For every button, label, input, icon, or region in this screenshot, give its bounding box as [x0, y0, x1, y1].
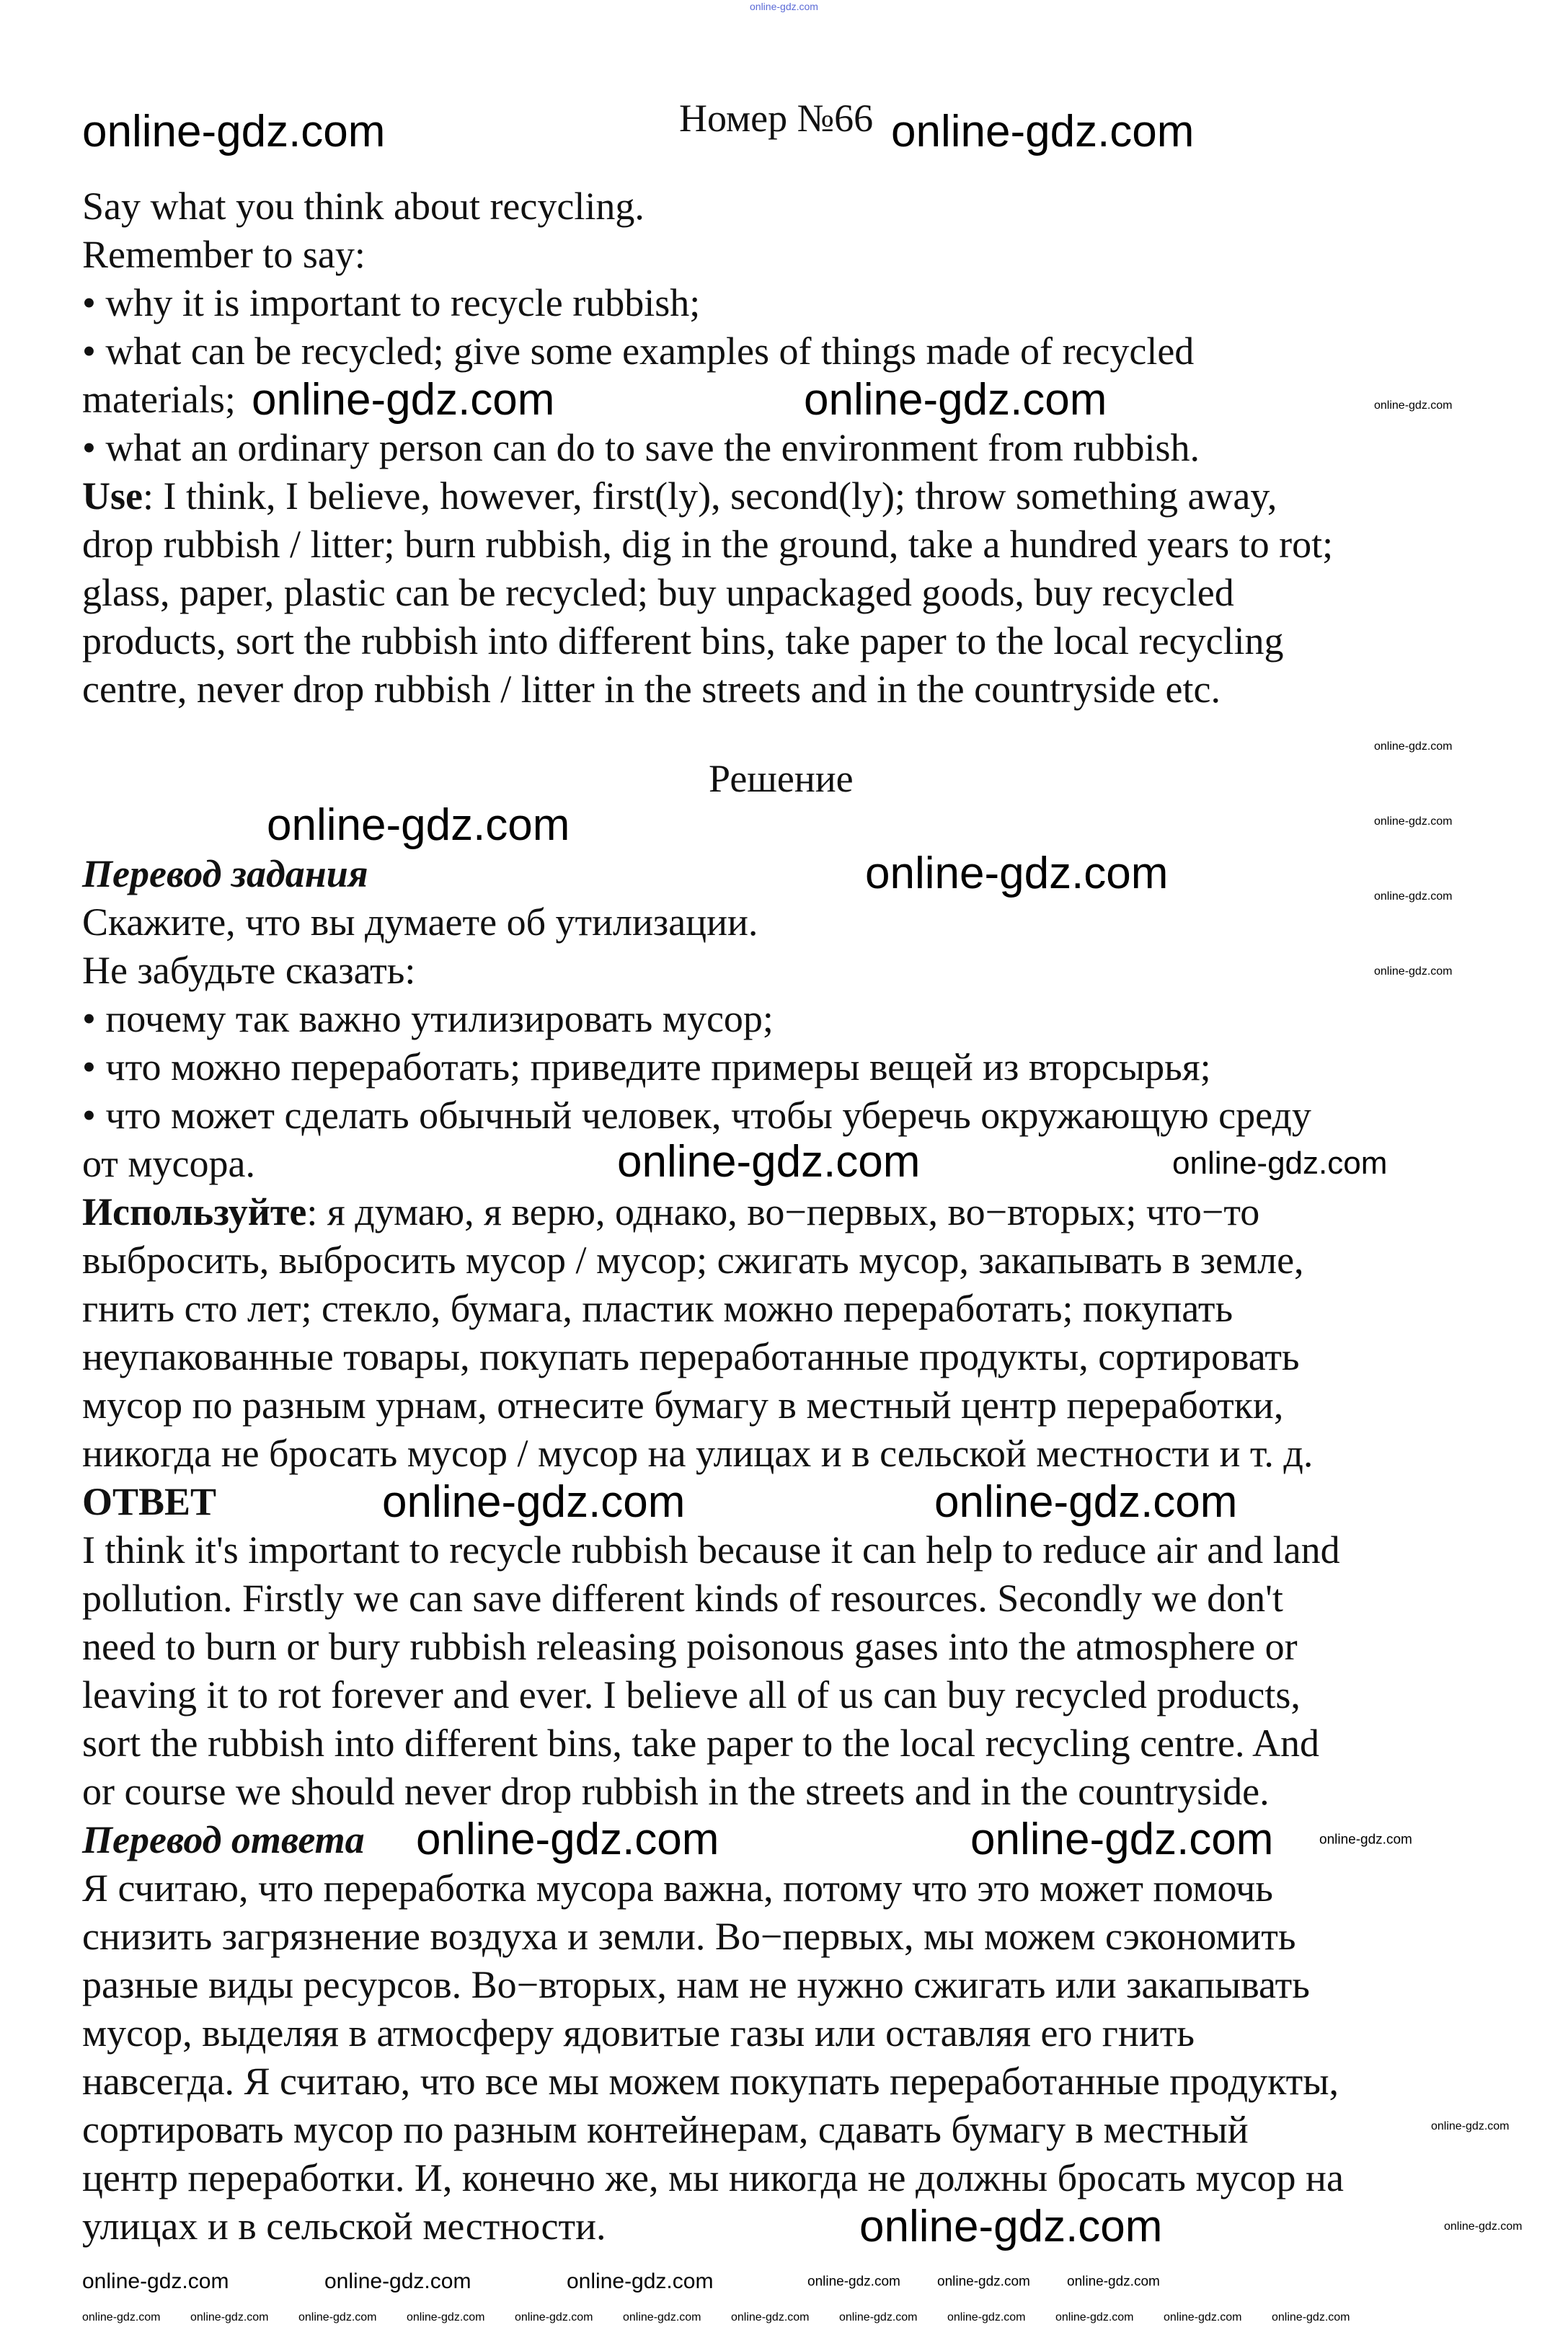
line-text: leaving it to rot forever and ever. I believe all of us can buy recycled products,: [82, 1673, 1301, 1716]
watermark: online-gdz.com: [865, 849, 1169, 898]
watermark: online-gdz.com: [1374, 399, 1453, 412]
text-line: [82, 424, 1333, 472]
text-line: [82, 1430, 1344, 1478]
line-text: Скажите, что вы думаете об утилизации.: [82, 900, 758, 944]
line-text: улицах и в сельской местности.: [82, 2205, 606, 2248]
text-line: [82, 1671, 1344, 1719]
watermark: online-gdz.com: [1374, 965, 1453, 978]
text-line: [82, 1768, 1344, 1816]
line-text: • what an ordinary person can do to save the environment from rubbish.: [82, 426, 1200, 469]
line-text: Перевод задания: [82, 852, 368, 895]
solution-heading: Решение: [709, 757, 854, 800]
text-line: [82, 1285, 1344, 1333]
text-line: [82, 617, 1333, 665]
watermark: online-gdz.com: [1319, 1832, 1412, 1848]
watermark: online-gdz.com: [1444, 2220, 1523, 2233]
text-line: [82, 1719, 1344, 1768]
text-line: [82, 898, 1344, 947]
text-line: [82, 1381, 1344, 1430]
line-text: Я считаю, что переработка мусора важна, потому что это может помочь: [82, 1866, 1273, 1910]
line-text: сортировать мусор по разным контейнерам, сдавать бумагу в местный: [82, 2108, 1249, 2151]
line-text: glass, paper, plastic can be recycled; buy unpackaged goods, buy recycled: [82, 571, 1234, 614]
line-text: • почему так важно утилизировать мусор;: [82, 997, 774, 1040]
line-text: or course we should never drop rubbish in the streets and in the countryside.: [82, 1770, 1270, 1813]
watermark: online-gdz.com: [891, 107, 1195, 156]
text-line: [82, 1864, 1344, 1913]
watermark: online-gdz.com: [382, 1477, 686, 1527]
line-text: • why it is important to recycle rubbish;: [82, 281, 701, 324]
watermark: online-gdz.com: [1374, 890, 1453, 903]
bold-label: Use: [82, 474, 143, 518]
watermark: online-gdz.com: [804, 375, 1107, 425]
watermark: online-gdz.com: [298, 2311, 377, 2323]
line-text: need to burn or bury rubbish releasing poisonous gases into the atmosphere or: [82, 1625, 1298, 1668]
text-line: [82, 327, 1333, 376]
text-line: [82, 1091, 1344, 1140]
watermark: online-gdz.com: [947, 2311, 1026, 2323]
text-line: [82, 2106, 1344, 2154]
line-text: никогда не бросать мусор / мусор на улицах и в сельской местности и т. д.: [82, 1432, 1314, 1475]
line-text: снизить загрязнение воздуха и земли. Во−первых, мы можем сэкономить: [82, 1915, 1296, 1958]
watermark: online-gdz.com: [1374, 740, 1453, 753]
watermark: online-gdz.com: [407, 2311, 485, 2323]
line-text: products, sort the rubbish into different bins, take paper to the local recycling: [82, 619, 1284, 663]
text-line: [82, 1188, 1344, 1236]
text-line: [82, 569, 1333, 617]
watermark: online-gdz.com: [252, 375, 555, 425]
line-text: навсегда. Я считаю, что все мы можем покупать переработанные продукты,: [82, 2060, 1339, 2103]
text-line: [82, 279, 1333, 327]
line-text: ОТВЕТ: [82, 1480, 217, 1523]
line-text: pollution. Firstly we can save different kinds of resources. Secondly we don't: [82, 1577, 1283, 1620]
watermark: online-gdz.com: [970, 1815, 1274, 1864]
text-line: [82, 1574, 1344, 1623]
watermark: online-gdz.com: [859, 2202, 1163, 2251]
watermark: online-gdz.com: [731, 2311, 810, 2323]
watermark: online-gdz.com: [1164, 2311, 1242, 2323]
text-line: [82, 995, 1344, 1043]
watermark: online-gdz.com: [750, 1, 818, 12]
watermark: online-gdz.com: [1172, 1146, 1388, 1181]
line-text: от мусора.: [82, 1142, 255, 1185]
text-line: [82, 1236, 1344, 1285]
line-text: sort the rubbish into different bins, take paper to the local recycling centre. And: [82, 1722, 1319, 1765]
text-line: [82, 231, 1333, 279]
text-line: [82, 665, 1333, 714]
watermark: online-gdz.com: [934, 1477, 1238, 1527]
watermark: online-gdz.com: [82, 2269, 229, 2293]
watermark: online-gdz.com: [1067, 2274, 1160, 2290]
watermark: online-gdz.com: [267, 800, 570, 850]
watermark: online-gdz.com: [515, 2311, 593, 2323]
text-line: [82, 1961, 1344, 2009]
line-text: : я думаю, я верю, однако, во−первых, во−вторых; что−то: [306, 1190, 1260, 1233]
watermark: online-gdz.com: [839, 2311, 918, 2323]
watermark: online-gdz.com: [1055, 2311, 1134, 2323]
text-line: [82, 2154, 1344, 2202]
text-line: [82, 947, 1344, 995]
line-text: разные виды ресурсов. Во−вторых, нам не нужно сжигать или закапывать: [82, 1963, 1310, 2006]
bold-label: Используйте: [82, 1190, 307, 1233]
watermark: online-gdz.com: [567, 2269, 714, 2293]
line-text: Не забудьте сказать:: [82, 949, 416, 992]
watermark: online-gdz.com: [937, 2274, 1030, 2290]
task-text: [82, 182, 1333, 714]
line-text: гнить сто лет; стекло, бумага, пластик можно переработать; покупать: [82, 1287, 1233, 1330]
text-line: [82, 1913, 1344, 1961]
watermark: online-gdz.com: [807, 2274, 900, 2290]
watermark: online-gdz.com: [324, 2269, 471, 2293]
text-line: [82, 2009, 1344, 2057]
solution-text: [82, 850, 1344, 2251]
line-text: • что можно переработать; приведите примеры вещей из вторсырья;: [82, 1045, 1211, 1089]
text-line: [82, 2057, 1344, 2106]
page-title: Номер №66: [679, 97, 874, 140]
line-text: неупакованные товары, покупать переработанные продукты, сортировать: [82, 1335, 1300, 1378]
line-text: мусор по разным урнам, отнесите бумагу в местный центр переработки,: [82, 1383, 1284, 1427]
watermark: online-gdz.com: [190, 2311, 269, 2323]
line-text: Remember to say:: [82, 233, 366, 276]
line-text: drop rubbish / litter; burn rubbish, dig in the ground, take a hundred years to rot;: [82, 523, 1334, 566]
watermark: online-gdz.com: [1431, 2120, 1510, 2132]
text-line: [82, 182, 1333, 231]
line-text: мусор, выделяя в атмосферу ядовитые газы или оставляя его гнить: [82, 2011, 1195, 2055]
text-line: [82, 1526, 1344, 1574]
text-line: [82, 520, 1333, 569]
line-text: • what can be recycled; give some examples of things made of recycled: [82, 329, 1195, 373]
line-text: I think it's important to recycle rubbish because it can help to reduce air and land: [82, 1528, 1340, 1572]
line-text: Say what you think about recycling.: [82, 185, 645, 228]
watermark: online-gdz.com: [416, 1815, 719, 1864]
watermark: online-gdz.com: [617, 1137, 921, 1187]
text-line: [82, 1623, 1344, 1671]
watermark: online-gdz.com: [82, 2311, 161, 2323]
line-text: : I think, I believe, however, first(ly), second(ly); throw something away,: [142, 474, 1277, 518]
line-text: • что может сделать обычный человек, чтобы уберечь окружающую среду: [82, 1094, 1311, 1137]
line-text: materials;: [82, 378, 236, 421]
line-text: Перевод ответа: [82, 1818, 365, 1861]
text-line: [82, 472, 1333, 520]
watermark: online-gdz.com: [623, 2311, 701, 2323]
line-text: выбросить, выбросить мусор / мусор; сжигать мусор, закапывать в земле,: [82, 1239, 1304, 1282]
watermark: online-gdz.com: [82, 107, 386, 156]
line-text: центр переработки. И, конечно же, мы никогда не должны бросать мусор на: [82, 2156, 1344, 2199]
watermark: online-gdz.com: [1272, 2311, 1350, 2323]
line-text: centre, never drop rubbish / litter in the streets and in the countryside etc.: [82, 668, 1221, 711]
watermark: online-gdz.com: [1374, 815, 1453, 828]
text-line: [82, 1043, 1344, 1091]
text-line: [82, 1333, 1344, 1381]
